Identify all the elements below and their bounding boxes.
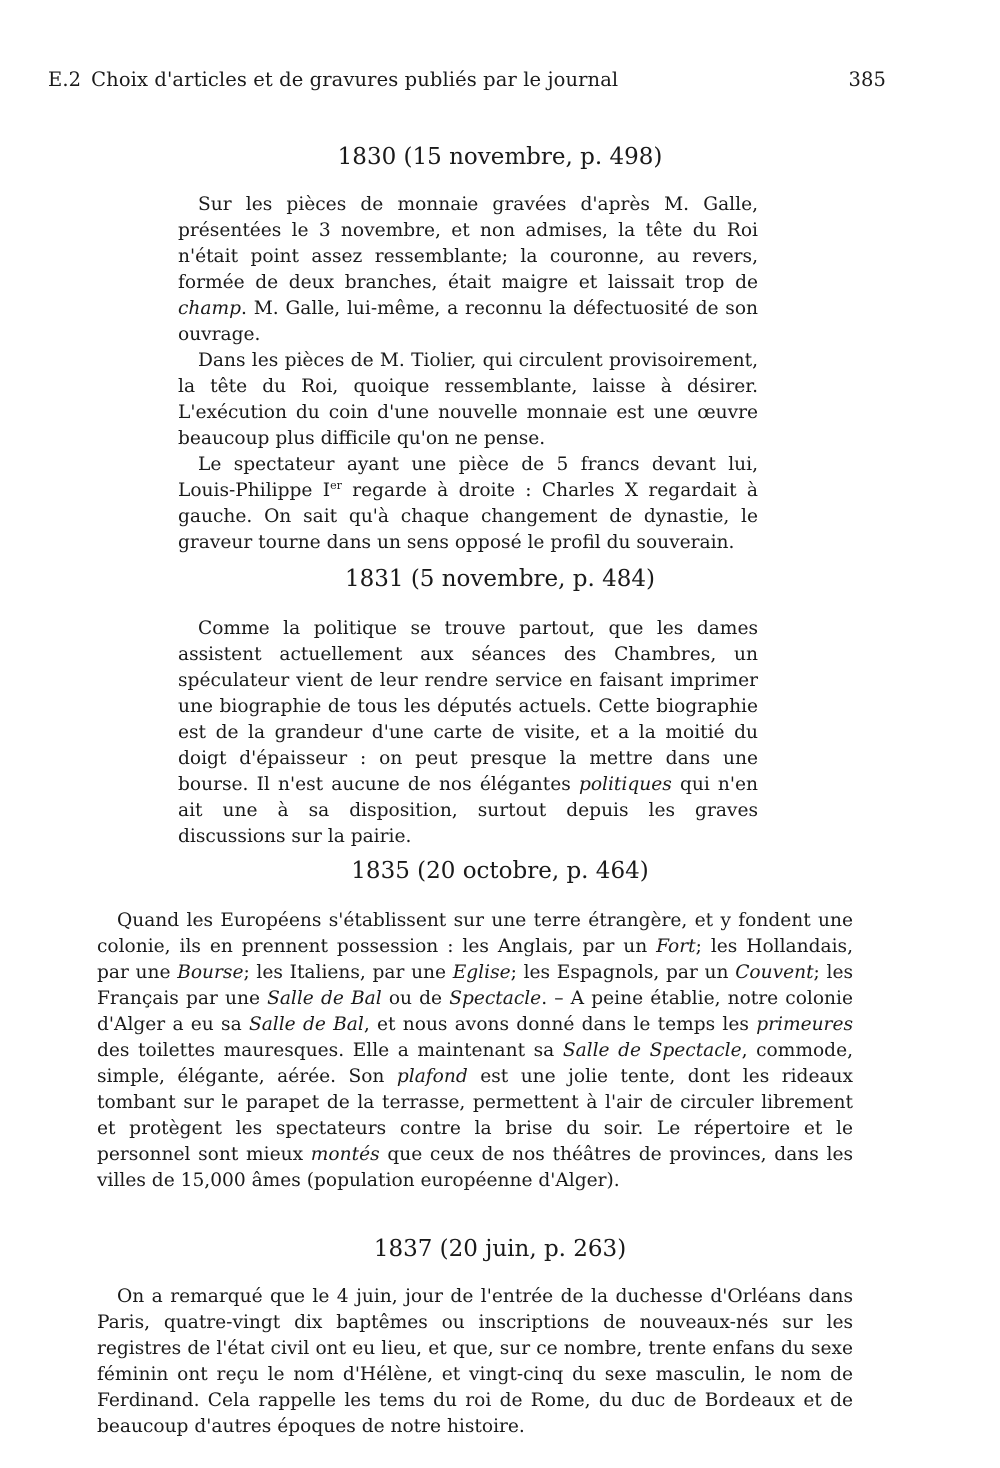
- article-heading-1835: 1835 (20 octobre, p. 464): [351, 858, 649, 884]
- running-header: [48, 68, 886, 91]
- section-number: E.2: [48, 68, 82, 91]
- page-number: 385: [848, 68, 886, 91]
- article-paragraph: Quand les Européens s'établissent sur une terre étrangère, et y fondent une colonie, ils en prennent possession : les Anglais, par un Fort; les Hollandais, par une Bourse; les Italiens, par une Eglise; les Espagnols, par un Couvent; les Français par une Salle de Bal ou de Spectacle. – A peine établie, notre colonie d'Alger a eu sa Salle de Bal, et nous avons donné dans le temps les primeures des toilettes mauresques. Elle a maintenant sa Salle de Spectacle, commode, simple, élégante, aérée. Son plafond est une jolie tente, dont les rideaux tombant sur le parapet de la terrasse, permettent à l'air de circuler librement et protègent les spectateurs contre la brise du soir. Le répertoire et le personnel sont mieux montés que ceux de nos théâtres de provinces, dans les villes de 15,000 âmes (population européenne d'Alger).: [97, 910, 854, 1191]
- article-paragraph: Le spectateur ayant une pièce de 5 francs devant lui, Louis-Philippe Ier regarde à droite : Charles X regardait à gauche. On sait qu'à chaque changement de dynastie, le graveur tourne dans un sens opposé le profil du souverain.: [178, 454, 758, 553]
- article-heading-1831: 1831 (5 novembre, p. 484): [344, 566, 655, 592]
- article-paragraph: On a remarqué que le 4 juin, jour de l'entrée de la duchesse d'Orléans dans Paris, quatre-vingt dix baptêmes ou inscriptions de nouveaux-nés sur les registres de l'état civil ont eu lieu, et que, sur ce nombre, trente enfans du sexe féminin ont reçu le nom d'Hélène, et vingt-cinq du sexe masculin, le nom de Ferdinand. Cela rappelle les tems du roi de Rome, du duc de Bordeaux et de beaucoup d'autres époques de notre histoire.: [97, 1286, 853, 1437]
- article-heading-1837: 1837 (20 juin, p. 263): [373, 1236, 627, 1262]
- article-body-1837: [97, 1284, 853, 1440]
- article-paragraph: Dans les pièces de M. Tiolier, qui circulent provisoirement, la tête du Roi, quoique ressemblante, laisse à désirer. L'exécution du coin d'une nouvelle monnaie est une œuvre beaucoup plus difficile qu'on ne pense.: [178, 350, 758, 449]
- article-body-1830: [178, 192, 758, 556]
- running-title: Choix d'articles et de gravures publiés par le journal: [91, 68, 619, 91]
- article-body-1835: [97, 908, 853, 1194]
- article-paragraph: Comme la politique se trouve partout, que les dames assistent actuellement aux séances des Chambres, un spéculateur vient de leur rendre service en faisant imprimer une biographie de tous les députés actuels. Cette biographie est de la grandeur d'une carte de visite, et a la moitié du doigt d'épaisseur : on peut presque la mettre dans une bourse. Il n'est aucune de nos élégantes politiques qui n'en ait une à sa disposition, surtout depuis les graves discussions sur la pairie.: [178, 618, 758, 847]
- article-paragraph: Sur les pièces de monnaie gravées d'après M. Galle, présentées le 3 novembre, et non admises, la tête du Roi n'était point assez ressemblante; la couronne, au revers, formée de deux branches, était maigre et laissait trop de champ. M. Galle, lui-même, a reconnu la défectuosité de son ouvrage.: [178, 194, 758, 345]
- article-heading-1830: 1830 (15 novembre, p. 498): [337, 144, 663, 170]
- article-body-1831: [178, 616, 758, 850]
